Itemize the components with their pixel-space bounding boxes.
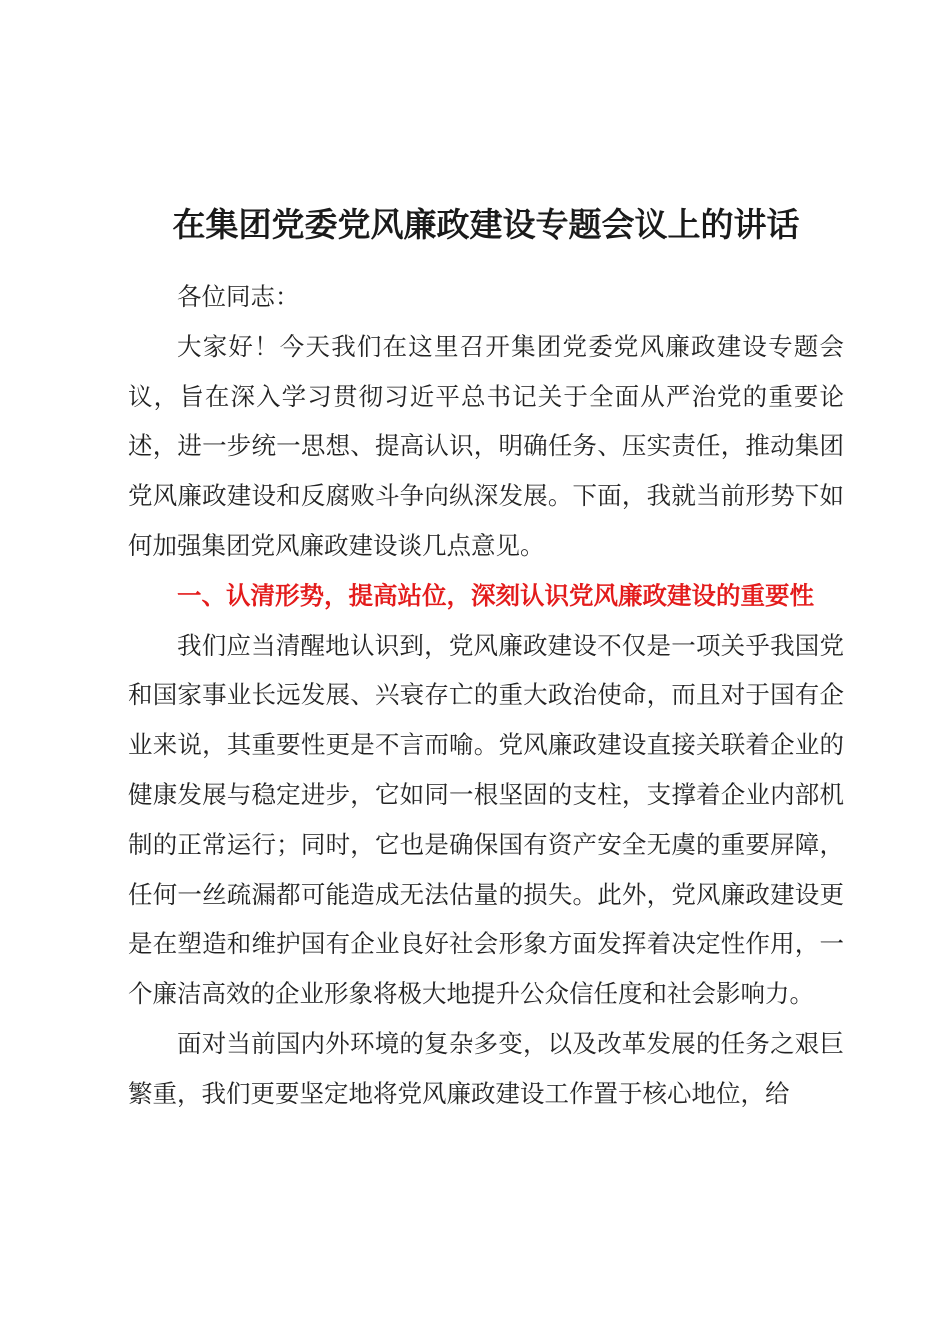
section-paragraph: 我们应当清醒地认识到，党风廉政建设不仅是一项关乎我国党和国家事业长远发展、兴衰存亡的重大政治使命，而且对于国有企业来说，其重要性更是不言而喻。党风廉政建设直接关联着企业的健康发展与稳定进步，它如同一根坚固的支柱，支撑着企业内部机制的正常运行；同时，它也是确保国有资产安全无虞的重要屏障，任何一丝疏漏都可能造成无法估量的损失。此外，党风廉政建设更是在塑造和维护国有企业良好社会形象方面发挥着决定性作用，一个廉洁高效的企业形象将极大地提升公众信任度和社会影响力。: [128, 630, 844, 1009]
document-body: [128, 272, 844, 1119]
intro-paragraph: 大家好！今天我们在这里召开集团党委党风廉政建设专题会议，旨在深入学习贯彻习近平总书记关于全面从严治党的重要论述，进一步统一思想、提高认识，明确任务、压实责任，推动集团党风廉政建设和反腐败斗争向纵深发展。下面，我就当前形势下如何加强集团党风廉政建设谈几点意见。: [128, 331, 844, 560]
salutation: 各位同志：: [177, 282, 300, 311]
document-title: 在集团党委党风廉政建设专题会议上的讲话: [172, 205, 800, 244]
section-paragraph: 面对当前国内外环境的复杂多变，以及改革发展的任务之艰巨繁重，我们更要坚定地将党风廉政建设工作置于核心地位，给: [128, 1028, 844, 1108]
section-heading: 一、认清形势，提高站位，深刻认识党风廉政建设的重要性: [177, 580, 814, 610]
